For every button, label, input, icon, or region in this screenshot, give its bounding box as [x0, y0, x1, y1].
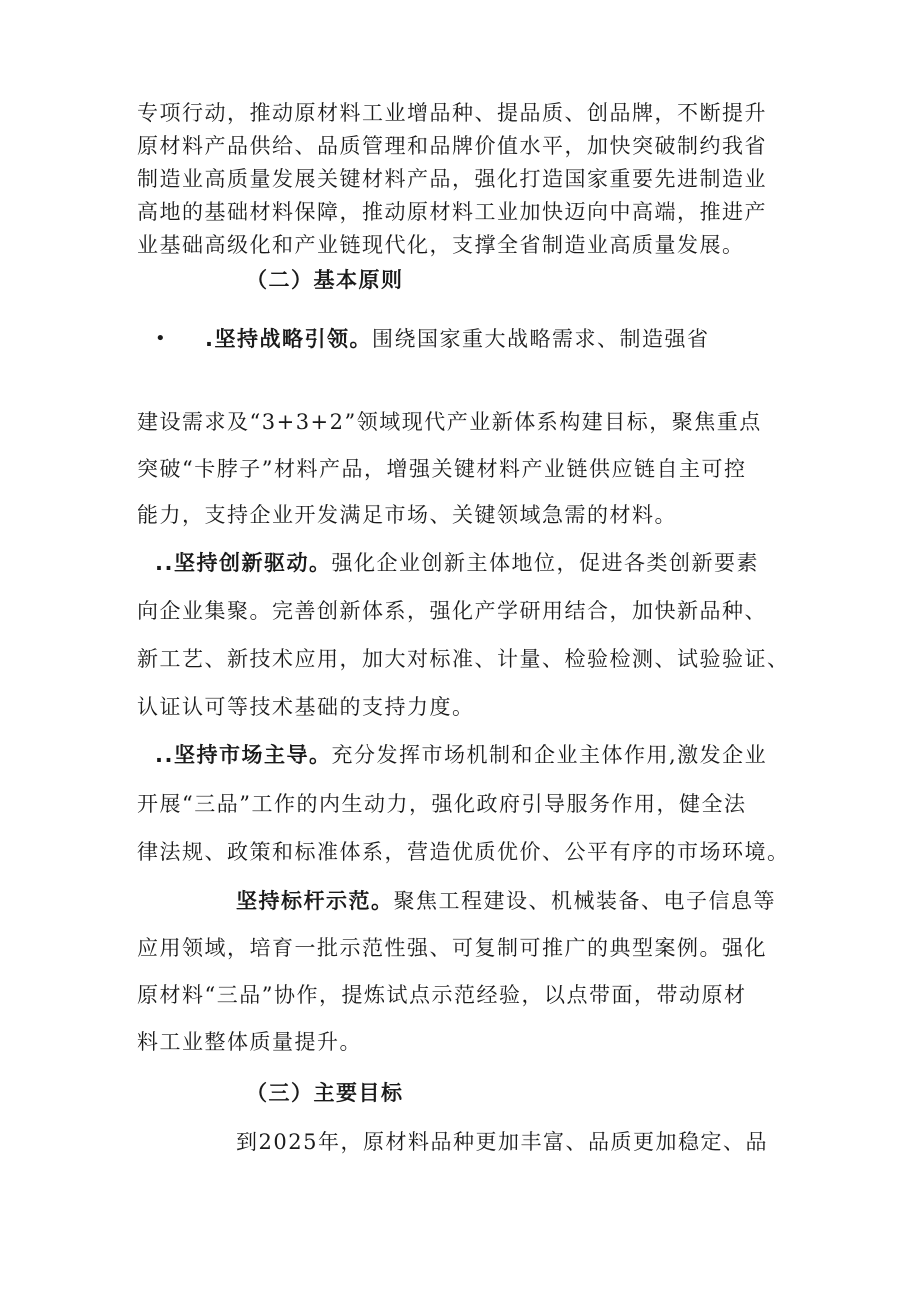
- principle-4-line-1: [236, 886, 776, 916]
- principle-1-text: 围绕国家重大战略需求、制造强省: [371, 327, 710, 351]
- paragraph-1-line-3: 制造业高质量发展关键材料产品，强化打造国家重要先进制造业: [137, 167, 767, 191]
- principle-3-line-1: [155, 740, 767, 770]
- principle-4-text: 聚焦工程建设、机械装备、电子信息等: [393, 889, 776, 913]
- goal-paragraph-line-1: 到2025年，原材料品种更加丰富、品质更加稳定、品: [236, 1130, 768, 1154]
- paragraph-1-line-2: 原材料产品供给、品质管理和品牌价值水平，加快突破制约我省: [137, 134, 767, 158]
- bullet-icon: •: [155, 328, 166, 349]
- principle-4-line-2: 应用领域，培育一批示范性强、可复制可推广的典型案例。强化: [137, 936, 767, 960]
- principle-2-line-1: [155, 548, 759, 578]
- principle-2-line-3: 新工艺、新技术应用，加大对标准、计量、检验检测、试验验证、: [137, 647, 790, 671]
- principle-3-line-2: 开展“三品”工作的内生动力，强化政府引导服务作用，健全法: [137, 792, 747, 816]
- principle-2-lead: ..坚持创新驱动。: [155, 551, 332, 575]
- principle-4-line-3: 原材料“三品”协作，提炼试点示范经验，以点带面，带动原材: [137, 983, 747, 1007]
- section-heading-main-goals: （三）主要目标: [246, 1081, 404, 1105]
- principle-4-lead: 坚持标杆示范。: [236, 889, 394, 913]
- principle-4-line-4: 料工业整体质量提升。: [137, 1030, 362, 1054]
- principle-3-line-3: 律法规、政策和标准体系，营造优质优价、公平有序的市场环境。: [137, 840, 790, 864]
- principle-2-text: 强化企业创新主体地位，促进各类创新要素: [331, 551, 759, 575]
- principle-2-line-2: 向企业集聚。完善创新体系，强化产学研用结合，加快新品种、: [137, 599, 767, 623]
- principle-3-text: 充分发挥市场机制和企业主体作用,激发企业: [331, 743, 768, 767]
- principle-1-lead: .坚持战略引领。: [205, 327, 372, 351]
- principle-3-lead: ..坚持市场主导。: [155, 743, 332, 767]
- paragraph-1-line-5: 业基础高级化和产业链现代化，支撑全省制造业高质量发展。: [137, 233, 745, 257]
- principle-1-line-3: 突破“卡脖子”材料产品，增强关键材料产业链供应链自主可控: [137, 457, 747, 481]
- principle-1-line-2: 建设需求及“3+3+2”领域现代产业新体系构建目标，聚焦重点: [137, 410, 762, 434]
- section-heading-basic-principles: （二）基本原则: [246, 268, 404, 292]
- principle-1-line-1: [205, 324, 709, 354]
- paragraph-1-line-1: 专项行动，推动原材料工业增品种、提品质、创品牌，不断提升: [137, 101, 767, 125]
- principle-1-line-4: 能力，支持企业开发满足市场、关键领域急需的材料。: [137, 503, 677, 527]
- paragraph-1-line-4: 高地的基础材料保障，推动原材料工业加快迈向中高端，推进产: [137, 200, 767, 224]
- principle-2-line-4: 认证认可等技术基础的支持力度。: [137, 695, 475, 719]
